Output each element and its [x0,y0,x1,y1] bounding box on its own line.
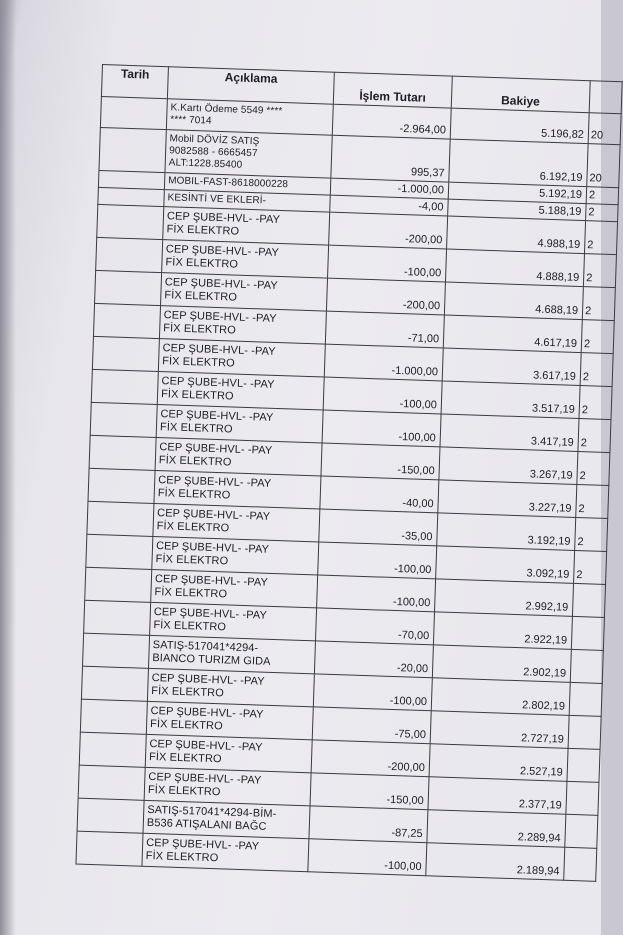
cutoff-cell: 2 [579,386,612,420]
amount-cell: -100,00 [308,839,427,876]
description-cell: CEP ŞUBE-HVL- -PAY FİX ELEKTRO [147,668,314,706]
cutoff-cell: 2 [576,484,609,518]
cutoff-cell: 2 [586,187,619,205]
description-cell: CEP ŞUBE-HVL- -PAY FİX ELEKTRO [151,569,318,607]
amount-cell: -100,00 [323,377,442,414]
statement-table [75,64,622,882]
balance-cell: 3.517,19 [441,381,580,419]
amount-cell: -200,00 [326,278,445,315]
description-cell: CEP ŞUBE-HVL- -PAY FİX ELEKTRO [157,372,324,410]
date-cell [80,699,147,734]
amount-cell: -100,00 [313,674,432,711]
date-cell [85,567,152,602]
header-cutoff [589,81,622,114]
balance-cell: 3.192,19 [437,513,576,551]
balance-cell: 4.617,19 [443,315,582,353]
cutoff-cell: 2 [574,550,607,584]
amount-cell: -75,00 [312,707,431,744]
cutoff-cell: 2 [583,254,616,288]
description-cell: Mobil DÖVİZ SATIŞ 9082588 - 6665457 ALT:1228.85400 [165,130,332,178]
description-cell: K.Kartı Ödeme 5549 **** **** 7014 [166,99,333,135]
description-cell: CEP ŞUBE-HVL- -PAY FİX ELEKTRO [155,438,322,476]
cutoff-cell [565,814,598,848]
amount-cell: -100,00 [322,410,441,447]
cutoff-cell: 2 [575,517,608,551]
cutoff-cell: 20 [587,144,620,188]
cutoff-cell [571,616,604,650]
date-cell [93,303,160,338]
cutoff-cell [568,715,601,749]
balance-cell: 2.189,94 [426,843,565,881]
balance-cell: 2.377,19 [428,777,567,815]
balance-cell: 2.902,19 [432,645,571,683]
amount-cell: -150,00 [321,443,440,480]
balance-cell: 3.092,19 [436,546,575,584]
amount-cell: -1.000,00 [324,344,443,381]
description-cell: SATIŞ-517041*4294- BIANCO TURIZM GIDA [148,635,315,673]
description-cell: CEP ŞUBE-HVL- -PAY FİX ELEKTRO [145,734,312,772]
balance-cell: 4.688,19 [444,282,583,320]
balance-cell: 3.617,19 [442,348,581,386]
description-cell: KESİNTİ VE EKLERİ- [164,190,330,212]
amount-cell: -100,00 [318,542,437,579]
date-cell [79,732,146,767]
description-cell: CEP ŞUBE-HVL- -PAY FİX ELEKTRO [153,503,320,541]
cutoff-cell [569,682,602,716]
description-cell: CEP ŞUBE-HVL- -PAY FİX ELEKTRO [142,833,309,871]
header-description: Açıklama [167,67,334,104]
balance-cell: 4.888,19 [445,249,584,287]
date-cell [88,468,155,503]
balance-cell: 5.192,19 [448,182,586,204]
date-cell [100,96,167,129]
amount-cell: -40,00 [320,476,439,513]
balance-cell: 2.922,19 [433,612,572,650]
amount-cell: 995,37 [331,135,450,182]
date-cell [92,336,159,371]
table-body [76,96,621,881]
balance-cell: 5.188,19 [448,199,586,221]
cutoff-cell [572,583,605,617]
date-cell [77,798,144,833]
description-cell: CEP ŞUBE-HVL- -PAY FİX ELEKTRO [163,207,330,245]
date-cell [76,831,143,866]
balance-cell: 2.527,19 [429,744,568,782]
date-cell [83,633,150,668]
amount-cell: -100,00 [317,575,436,612]
balance-cell: 5.196,82 [450,108,589,144]
balance-cell: 2.992,19 [435,579,574,617]
description-cell: MOBIL-FAST-8618000228 [164,173,330,195]
amount-cell: -100,00 [328,245,447,282]
description-cell: SATIŞ-517041*4294-BİM- B536 ATIŞALANI BAĞC [143,800,310,838]
balance-cell: 6.192,19 [449,139,588,187]
cutoff-cell: 2 [577,451,610,485]
date-cell [99,127,166,172]
balance-cell: 2.802,19 [431,678,570,716]
balance-cell: 2.289,94 [427,810,566,848]
amount-cell: -4,00 [330,195,448,216]
description-cell: CEP ŞUBE-HVL- -PAY FİX ELEKTRO [161,273,328,311]
amount-cell: -20,00 [314,641,433,678]
balance-cell: 3.417,19 [440,414,579,452]
description-cell: CEP ŞUBE-HVL- -PAY FİX ELEKTRO [159,306,326,344]
date-cell [96,237,163,272]
balance-cell: 3.267,19 [439,447,578,485]
description-cell: CEP ŞUBE-HVL- -PAY FİX ELEKTRO [162,240,329,278]
header-balance: Bakiye [451,76,590,113]
description-cell: CEP ŞUBE-HVL- -PAY FİX ELEKTRO [146,701,313,739]
cutoff-cell: 2 [586,204,619,222]
description-cell: CEP ŞUBE-HVL- -PAY FİX ELEKTRO [144,767,311,805]
description-cell: CEP ŞUBE-HVL- -PAY FİX ELEKTRO [158,339,325,377]
balance-cell: 4.988,19 [447,216,586,254]
description-cell: CEP ŞUBE-HVL- -PAY FİX ELEKTRO [150,602,317,640]
date-cell [95,270,162,305]
date-cell [91,369,158,404]
date-cell [81,666,148,701]
cutoff-cell: 2 [582,287,615,321]
balance-cell: 2.727,19 [430,711,569,749]
date-cell [89,435,156,470]
date-cell [87,501,154,536]
cutoff-cell [570,649,603,683]
header-date: Tarih [101,65,168,99]
cutoff-cell [564,847,597,881]
cutoff-cell: 2 [581,320,614,354]
amount-cell: -35,00 [319,509,438,546]
description-cell: CEP ŞUBE-HVL- -PAY FİX ELEKTRO [152,536,319,574]
date-cell [78,765,145,800]
cutoff-cell [567,748,600,782]
amount-cell: -87,25 [309,806,428,843]
date-cell [90,402,157,437]
header-amount: İşlem Tutarı [333,72,452,108]
amount-cell: -1.000,00 [330,178,448,199]
date-cell [98,187,165,206]
amount-cell: -71,00 [325,311,444,348]
description-cell: CEP ŞUBE-HVL- -PAY FİX ELEKTRO [156,405,323,443]
balance-cell: 3.227,19 [438,480,577,518]
description-cell: CEP ŞUBE-HVL- -PAY FİX ELEKTRO [154,470,321,508]
cutoff-cell: 2 [584,221,617,255]
cutoff-cell: 2 [578,419,611,453]
date-cell [84,600,151,635]
date-cell [97,204,164,239]
paper-shadow-edge [0,0,16,935]
statement-table-wrapper [75,64,621,882]
cutoff-cell [566,781,599,815]
amount-cell: -70,00 [315,608,434,645]
cutoff-cell: 20 [588,113,621,145]
date-cell [86,534,153,569]
amount-cell: -2.964,00 [332,104,451,139]
amount-cell: -200,00 [329,212,448,249]
amount-cell: -150,00 [310,773,429,810]
amount-cell: -200,00 [311,740,430,777]
date-cell [98,170,165,189]
cutoff-cell: 2 [580,353,613,387]
